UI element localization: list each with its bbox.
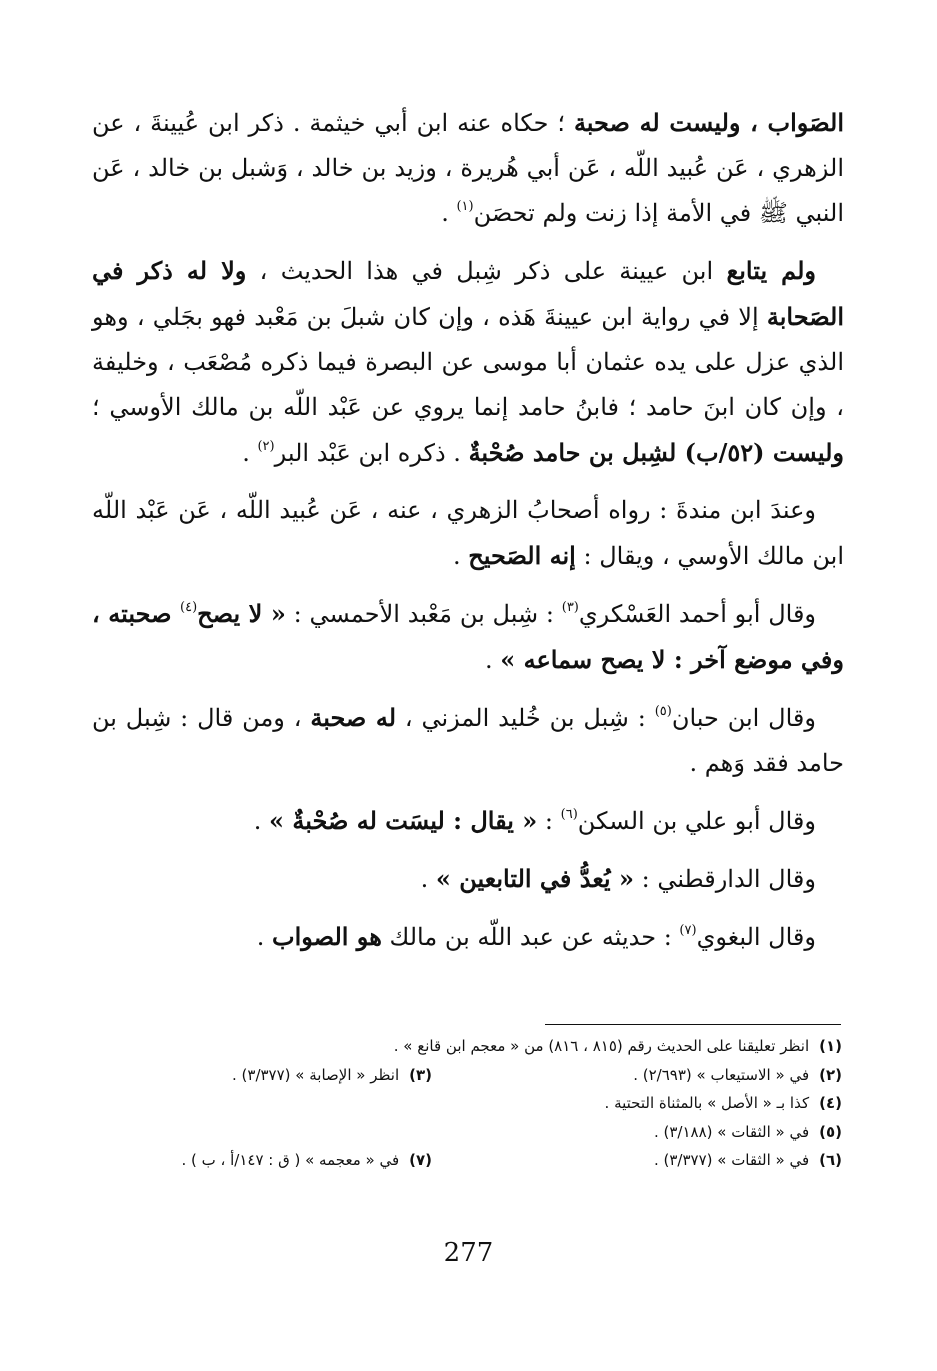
- footnote-row: [70, 1089, 842, 1118]
- text-run: إلا في رواية ابن عيينةَ هَذه ، وإن كان شبلَ بن مَعْبد فهو بجَلي ، وهو الذي عزل على يده عثمان أبا موسى عن البصرة فيما ذكره مُصْعَب ، وخليفة ، وإن كان ابنَ حامد ؛ فابنُ حامد إنما يروي عن عَبْد اللّه بن مالك الأوسي ؛: [92, 303, 845, 421]
- footnote-row: [70, 1146, 842, 1175]
- bold-text: صحبته ، وفي موضع آخر : لا يصح سماعه »: [92, 599, 844, 674]
- footnote-ref: (١): [456, 199, 474, 214]
- footnote: [70, 1146, 432, 1175]
- text-run: : حديثه عن عبد اللّه بن مالك: [381, 923, 680, 951]
- text-run: .: [485, 646, 501, 674]
- text-run: وقال البغوي: [696, 923, 816, 951]
- text-run: وقال أبو أحمد العَسْكري: [578, 600, 817, 628]
- page-number: 277: [443, 1238, 494, 1268]
- text-run: ، ومن قال : شِبل بن حامد فقد وَهم .: [92, 704, 844, 777]
- main-text: [92, 100, 844, 972]
- text-run: : شِبل بن خُليد المزني ،: [396, 704, 655, 732]
- text-run: .: [452, 542, 469, 570]
- footnote: [70, 1089, 432, 1118]
- footnote-number: (٣): [409, 1065, 432, 1084]
- footnote-text: انظر تعليقنا على الحديث رقم (٨١٥ ، ٨١٦) من « معجم ابن قانع » .: [393, 1037, 810, 1055]
- text-run: وقال الدارقطني :: [633, 865, 816, 893]
- bold-text: هو الصواب: [272, 922, 382, 951]
- footnote-text: في « معجمه » ( ق : ١٤٧/أ ، ب ) .: [181, 1151, 400, 1169]
- footnote: [70, 1061, 432, 1090]
- footnote: [432, 1061, 842, 1090]
- footnote: [70, 1118, 432, 1147]
- text-run: ابن عيينة على ذكر شِبل في هذا الحديث ،: [246, 257, 727, 285]
- paragraph: [92, 695, 844, 786]
- footnote-row: [70, 1118, 842, 1147]
- footnote-number: (٧): [409, 1151, 432, 1169]
- bold-text: الصَواب ، وليست له صحبة: [573, 108, 844, 137]
- footnote-separator: [545, 1024, 841, 1025]
- footnote-text: في « الثقات » (٣/٣٧٧) .: [653, 1151, 810, 1169]
- paragraph: [92, 856, 844, 902]
- bold-text: إنه الصَحيح: [468, 541, 576, 570]
- text-run: .: [256, 923, 272, 951]
- paragraph: [92, 100, 844, 236]
- footnote-number: (٤): [819, 1094, 842, 1112]
- footnote: [432, 1146, 842, 1175]
- footnotes: [70, 1032, 842, 1175]
- footnote: [70, 1032, 432, 1061]
- footnote-row: [70, 1061, 842, 1090]
- footnote: [393, 1032, 842, 1061]
- bold-text: « يُعدُّ في التابعين »: [435, 864, 634, 893]
- footnote-text: كذا بـ « الأصل » بالمثناة التحتية .: [604, 1094, 810, 1112]
- text-run: .: [420, 865, 436, 893]
- bold-text: ولم يتابع: [726, 256, 817, 285]
- text-run: وقال أبو علي بن السكن: [577, 807, 816, 835]
- text-run: . ذكره ابن عَبْد البر: [274, 439, 469, 467]
- text-run: ؛ حكاه عنه ابن أبي خيثمة . ذكر ابن عُيينةَ ، عن الزهري ، عَن عُبيد اللّه ، عَن أبي هُريرة ، وزيد بن خالد ، وَشبل بن خالد ، عَن النبي ﷺ في الأمة إذا زنت ولم تحصَن: [92, 109, 844, 227]
- footnote: [432, 1089, 842, 1118]
- text-run: .: [242, 439, 258, 467]
- footnote-ref: (٦): [560, 807, 578, 822]
- paragraph: [92, 798, 844, 844]
- footnote-number: (٢): [819, 1065, 842, 1084]
- text-run: : شِبل بن مَعْبد الأحمسي :: [285, 600, 562, 628]
- paragraph: [92, 591, 844, 683]
- bold-text: له صحبة: [310, 703, 397, 732]
- text-run: .: [441, 199, 457, 227]
- footnote: [432, 1118, 842, 1147]
- paragraph: [92, 248, 844, 476]
- paragraph: [92, 488, 844, 579]
- bold-text: وليست (٥٢/ب) لشِبل بن حامد صُحْبةٌ: [468, 438, 844, 467]
- footnote-number: (٥): [819, 1122, 842, 1141]
- text-run: :: [537, 807, 561, 835]
- footnote-ref: (٥): [654, 704, 672, 719]
- footnote-ref: (٧): [679, 923, 697, 938]
- text-run: وعندَ ابن مندةَ : رواه أصحابُ الزهري ، عنه ، عَن عُبيد اللّه ، عَن عَبْد اللّه ابن مالك الأوسي ، ويقال :: [92, 496, 844, 570]
- footnote-ref: (٢): [257, 439, 275, 454]
- paragraph: [92, 914, 844, 960]
- bold-text: « لا يصح: [197, 599, 286, 628]
- footnote-ref: (٤): [180, 600, 198, 615]
- text-run: وقال ابن حبان: [671, 704, 816, 732]
- bold-text: « يقال : ليسَت له صُحْبةٌ »: [269, 806, 538, 835]
- bold-text: ولا له ذكر في الصَحابة: [92, 256, 844, 331]
- footnote-text: في « الثقات » (٣/١٨٨) .: [653, 1122, 810, 1141]
- footnote-number: (١): [819, 1037, 842, 1055]
- footnote-text: انظر « الإصابة » (٣/٣٧٧) .: [232, 1065, 400, 1084]
- footnote-row: [70, 1032, 842, 1061]
- footnote-number: (٦): [819, 1151, 842, 1169]
- footnote-text: في « الاستيعاب » (٢/٦٩٣) .: [633, 1065, 810, 1084]
- text-run: .: [253, 807, 270, 835]
- footnote-ref: (٣): [561, 600, 579, 615]
